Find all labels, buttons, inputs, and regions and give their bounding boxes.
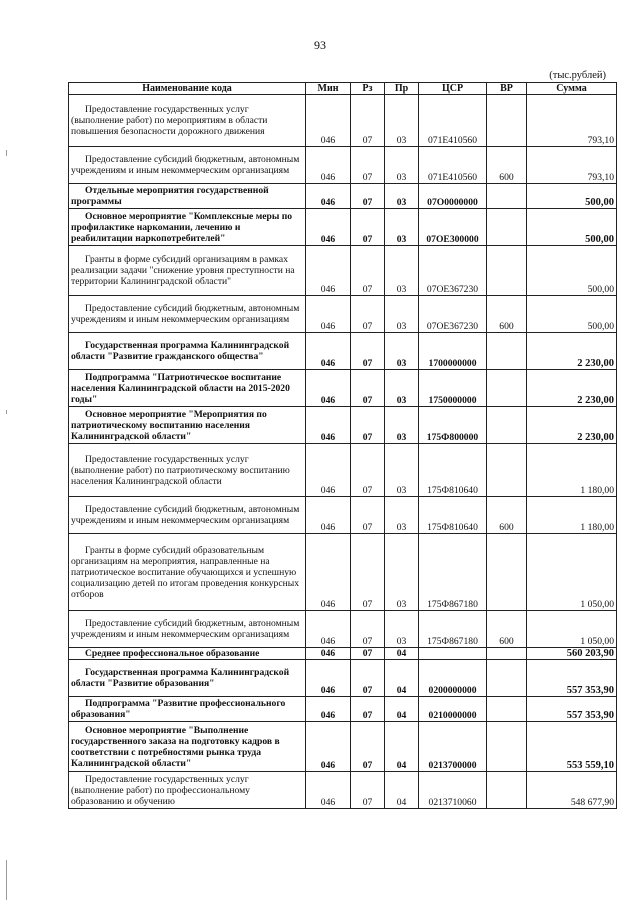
row-vr bbox=[487, 722, 527, 772]
row-sum: 1 050,00 bbox=[527, 611, 617, 648]
row-min: 046 bbox=[306, 660, 351, 697]
row-rz: 07 bbox=[351, 209, 385, 246]
row-pr: 03 bbox=[385, 407, 419, 444]
row-rz: 07 bbox=[351, 147, 385, 184]
row-pr: 04 bbox=[385, 660, 419, 697]
row-csr: 07OE367230 bbox=[419, 296, 487, 333]
row-rz: 07 bbox=[351, 697, 385, 722]
table-row bbox=[69, 209, 617, 246]
row-sum: 2 230,00 bbox=[527, 407, 617, 444]
row-pr: 04 bbox=[385, 772, 419, 809]
row-sum: 560 203,90 bbox=[527, 648, 617, 660]
header-vr: ВР bbox=[487, 83, 527, 95]
row-csr: 175Ф800000 bbox=[419, 407, 487, 444]
row-min: 046 bbox=[306, 407, 351, 444]
row-name: Предоставление субсидий бюджетным, автономным учреждениям и иным некоммерческим организациям bbox=[69, 147, 306, 184]
row-sum: 793,10 bbox=[527, 95, 617, 147]
row-pr: 03 bbox=[385, 147, 419, 184]
row-rz: 07 bbox=[351, 772, 385, 809]
table-row bbox=[69, 246, 617, 296]
row-min: 046 bbox=[306, 184, 351, 209]
units-label: (тыс.рублей) bbox=[549, 70, 606, 81]
row-rz: 07 bbox=[351, 534, 385, 611]
row-csr: 175Ф867180 bbox=[419, 611, 487, 648]
row-sum: 793,10 bbox=[527, 147, 617, 184]
table-body bbox=[69, 95, 617, 809]
row-vr bbox=[487, 697, 527, 722]
row-vr bbox=[487, 648, 527, 660]
row-csr: 07OE367230 bbox=[419, 246, 487, 296]
table-row bbox=[69, 772, 617, 809]
row-vr bbox=[487, 534, 527, 611]
row-name: Гранты в форме субсидий образовательным организациям на мероприятия, направленные на патриотическое воспитание обучающихся и успешную социализацию детей по итогам проведения конкурсных отборов bbox=[69, 534, 306, 611]
row-min: 046 bbox=[306, 147, 351, 184]
row-vr: 600 bbox=[487, 147, 527, 184]
row-name: Среднее профессиональное образование bbox=[69, 648, 306, 660]
row-name: Предоставление государственных услуг (выполнение работ) по патриотическому воспитанию населения Калининградской области bbox=[69, 444, 306, 497]
header-pr: Пр bbox=[385, 83, 419, 95]
table-row bbox=[69, 697, 617, 722]
row-rz: 07 bbox=[351, 648, 385, 660]
row-rz: 07 bbox=[351, 95, 385, 147]
row-name: Предоставление субсидий бюджетным, автономным учреждениям и иным некоммерческим организациям bbox=[69, 296, 306, 333]
table-row bbox=[69, 722, 617, 772]
header-rz: Рз bbox=[351, 83, 385, 95]
row-pr: 04 bbox=[385, 722, 419, 772]
row-pr: 03 bbox=[385, 370, 419, 407]
row-pr: 03 bbox=[385, 333, 419, 370]
row-min: 046 bbox=[306, 648, 351, 660]
row-rz: 07 bbox=[351, 296, 385, 333]
row-min: 046 bbox=[306, 246, 351, 296]
row-name: Государственная программа Калининградской области "Развитие образования" bbox=[69, 660, 306, 697]
row-csr: 0213710060 bbox=[419, 772, 487, 809]
row-sum: 500,00 bbox=[527, 246, 617, 296]
row-min: 046 bbox=[306, 370, 351, 407]
row-name: Предоставление государственных услуг (выполнение работ) по мероприятиям в области повышения безопасности дорожного движения bbox=[69, 95, 306, 147]
table-row bbox=[69, 95, 617, 147]
row-sum: 500,00 bbox=[527, 209, 617, 246]
margin-mark bbox=[6, 860, 7, 900]
row-csr: 071E410560 bbox=[419, 95, 487, 147]
row-name: Предоставление субсидий бюджетным, автономным учреждениям и иным некоммерческим организациям bbox=[69, 611, 306, 648]
row-min: 046 bbox=[306, 296, 351, 333]
row-csr: 175Ф867180 bbox=[419, 534, 487, 611]
row-name: Гранты в форме субсидий организациям в рамках реализации задачи "снижение уровня преступности на территории Калининградской области" bbox=[69, 246, 306, 296]
row-rz: 07 bbox=[351, 722, 385, 772]
row-min: 046 bbox=[306, 497, 351, 534]
table-header-row bbox=[69, 83, 617, 95]
row-min: 046 bbox=[306, 209, 351, 246]
budget-table bbox=[68, 82, 617, 809]
row-rz: 07 bbox=[351, 497, 385, 534]
row-name: Основное мероприятие "Выполнение государственного заказа на подготовку кадров в соответствии с потребностями рынка труда Калининградской области" bbox=[69, 722, 306, 772]
row-vr: 600 bbox=[487, 497, 527, 534]
row-name: Отдельные мероприятия государственной программы bbox=[69, 184, 306, 209]
header-csr: ЦСР bbox=[419, 83, 487, 95]
header-name: Наименование кода bbox=[69, 83, 306, 95]
row-sum: 1 180,00 bbox=[527, 497, 617, 534]
row-csr: 071E410560 bbox=[419, 147, 487, 184]
row-vr bbox=[487, 95, 527, 147]
row-min: 046 bbox=[306, 333, 351, 370]
table-row bbox=[69, 611, 617, 648]
row-csr bbox=[419, 648, 487, 660]
row-sum: 548 677,90 bbox=[527, 772, 617, 809]
table-row bbox=[69, 147, 617, 184]
row-csr: 0213700000 bbox=[419, 722, 487, 772]
row-sum: 500,00 bbox=[527, 184, 617, 209]
row-pr: 03 bbox=[385, 497, 419, 534]
row-rz: 07 bbox=[351, 246, 385, 296]
row-name: Предоставление государственных услуг (выполнение работ) по профессиональному образованию и обучению bbox=[69, 772, 306, 809]
row-pr: 03 bbox=[385, 95, 419, 147]
row-csr: 0210000000 bbox=[419, 697, 487, 722]
row-pr: 03 bbox=[385, 209, 419, 246]
row-min: 046 bbox=[306, 772, 351, 809]
row-name: Государственная программа Калининградской области "Развитие гражданского общества" bbox=[69, 333, 306, 370]
row-min: 046 bbox=[306, 534, 351, 611]
row-pr: 03 bbox=[385, 611, 419, 648]
row-pr: 03 bbox=[385, 296, 419, 333]
row-pr: 04 bbox=[385, 697, 419, 722]
table-row bbox=[69, 660, 617, 697]
row-pr: 03 bbox=[385, 444, 419, 497]
row-csr: 1700000000 bbox=[419, 333, 487, 370]
row-pr: 03 bbox=[385, 184, 419, 209]
row-rz: 07 bbox=[351, 370, 385, 407]
margin-mark bbox=[6, 410, 7, 414]
header-sum: Сумма bbox=[527, 83, 617, 95]
header-min: Мин bbox=[306, 83, 351, 95]
row-csr: 07O0000000 bbox=[419, 184, 487, 209]
margin-mark bbox=[6, 150, 7, 156]
row-vr bbox=[487, 246, 527, 296]
row-vr: 600 bbox=[487, 611, 527, 648]
row-name: Предоставление субсидий бюджетным, автономным учреждениям и иным некоммерческим организациям bbox=[69, 497, 306, 534]
row-sum: 557 353,90 bbox=[527, 660, 617, 697]
row-name: Подпрограмма "Развитие профессионального образования" bbox=[69, 697, 306, 722]
row-rz: 07 bbox=[351, 407, 385, 444]
row-vr bbox=[487, 660, 527, 697]
row-vr bbox=[487, 407, 527, 444]
row-vr bbox=[487, 209, 527, 246]
row-vr bbox=[487, 772, 527, 809]
row-pr: 03 bbox=[385, 246, 419, 296]
row-rz: 07 bbox=[351, 611, 385, 648]
table-row bbox=[69, 333, 617, 370]
row-sum: 1 180,00 bbox=[527, 444, 617, 497]
row-min: 046 bbox=[306, 95, 351, 147]
row-sum: 553 559,10 bbox=[527, 722, 617, 772]
row-min: 046 bbox=[306, 444, 351, 497]
table-row bbox=[69, 407, 617, 444]
table-row bbox=[69, 534, 617, 611]
table-row bbox=[69, 296, 617, 333]
row-vr: 600 bbox=[487, 296, 527, 333]
row-name: Основное мероприятие "Мероприятия по патриотическому воспитанию населения Калининградской области" bbox=[69, 407, 306, 444]
table-row bbox=[69, 648, 617, 660]
row-csr: 0200000000 bbox=[419, 660, 487, 697]
row-pr: 04 bbox=[385, 648, 419, 660]
table-row bbox=[69, 444, 617, 497]
row-pr: 03 bbox=[385, 534, 419, 611]
row-sum: 2 230,00 bbox=[527, 370, 617, 407]
table-row bbox=[69, 497, 617, 534]
row-rz: 07 bbox=[351, 660, 385, 697]
table-row bbox=[69, 370, 617, 407]
row-vr bbox=[487, 184, 527, 209]
table-row bbox=[69, 184, 617, 209]
row-vr bbox=[487, 333, 527, 370]
row-sum: 2 230,00 bbox=[527, 333, 617, 370]
row-sum: 500,00 bbox=[527, 296, 617, 333]
row-sum: 557 353,90 bbox=[527, 697, 617, 722]
row-rz: 07 bbox=[351, 444, 385, 497]
row-min: 046 bbox=[306, 697, 351, 722]
row-min: 046 bbox=[306, 722, 351, 772]
row-csr: 175Ф810640 bbox=[419, 497, 487, 534]
row-csr: 1750000000 bbox=[419, 370, 487, 407]
row-name: Подпрограмма "Патриотическое воспитание населения Калининградской области на 2015-2020 годы" bbox=[69, 370, 306, 407]
row-vr bbox=[487, 370, 527, 407]
row-csr: 07OE300000 bbox=[419, 209, 487, 246]
row-rz: 07 bbox=[351, 333, 385, 370]
row-name: Основное мероприятие "Комплексные меры по профилактике наркомании, лечению и реабилитации наркопотребителей" bbox=[69, 209, 306, 246]
row-sum: 1 050,00 bbox=[527, 534, 617, 611]
row-vr bbox=[487, 444, 527, 497]
row-csr: 175Ф810640 bbox=[419, 444, 487, 497]
row-min: 046 bbox=[306, 611, 351, 648]
page-number: 93 bbox=[314, 38, 326, 52]
row-rz: 07 bbox=[351, 184, 385, 209]
